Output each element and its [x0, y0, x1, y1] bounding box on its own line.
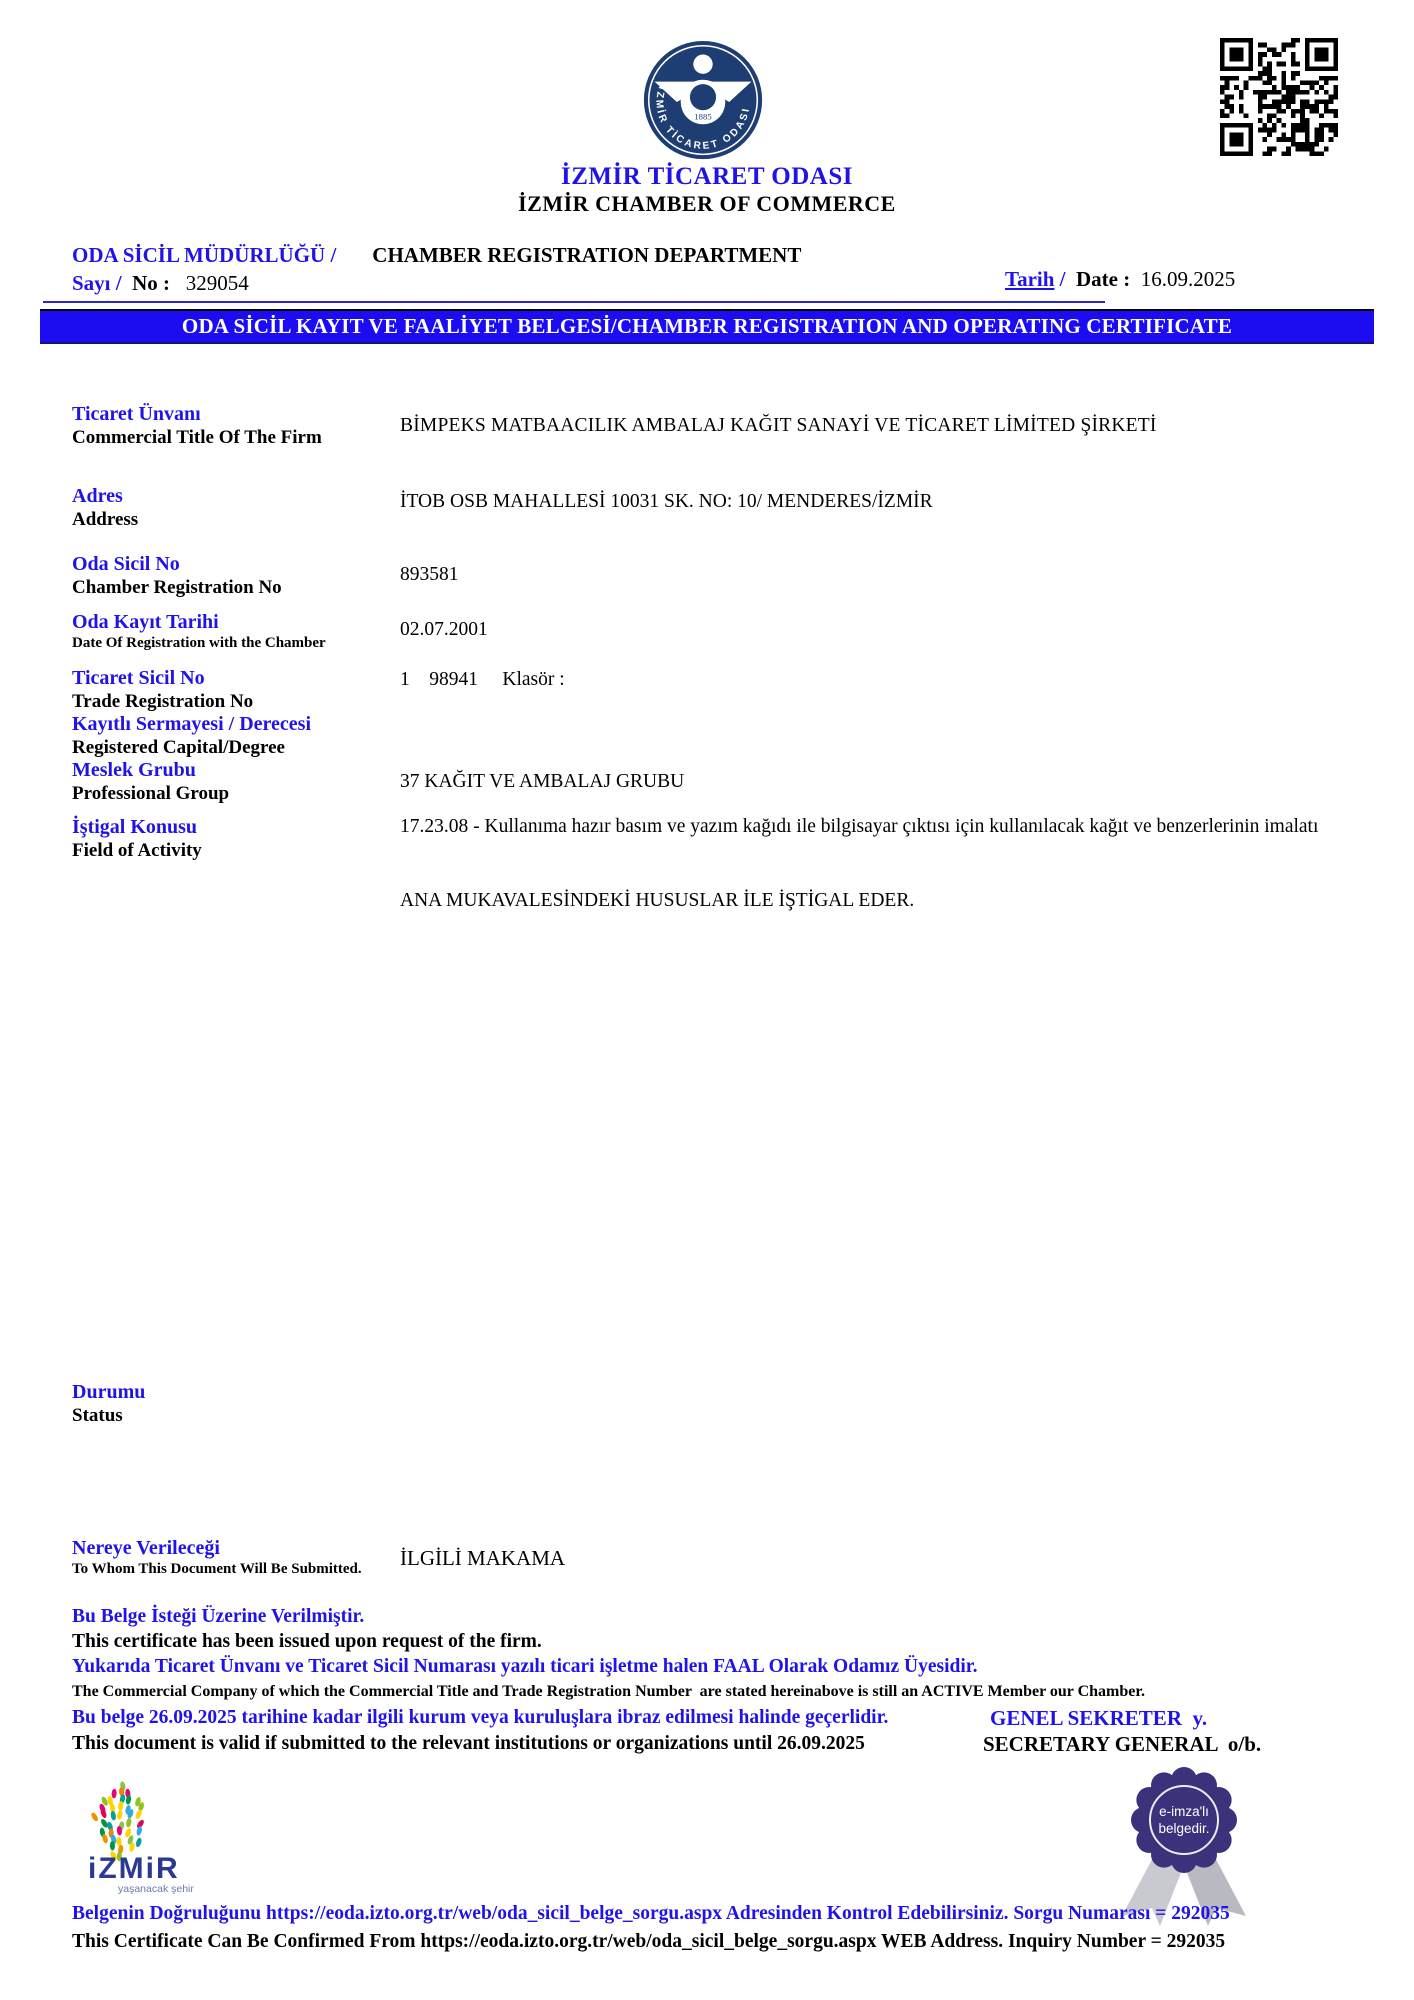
- activity-extra-note: ANA MUKAVALESİNDEKİ HUSUSLAR İLE İŞTİGAL EDER.: [400, 890, 915, 911]
- date-value: 16.09.2025: [1140, 267, 1236, 291]
- header-divider: [43, 301, 1105, 303]
- document-number-line: [72, 271, 249, 296]
- department-label-tr: ODA SİCİL MÜDÜRLÜĞÜ /: [72, 243, 337, 267]
- validity-statement-tr: Bu belge 26.09.2025 tarihine kadar ilgili kurum veya kuruluşlara ibraz edilmesi halinde geçerlidir.: [72, 1707, 889, 1728]
- date-label-en: Date :: [1076, 267, 1131, 291]
- field-label-chamber-reg-no: Oda Sicil No Chamber Registration No: [72, 553, 282, 598]
- org-title-turkish: İZMİR TİCARET ODASI: [561, 163, 853, 190]
- issued-statement-en: This certificate has been issued upon request of the firm.: [72, 1631, 542, 1652]
- field-value-address: İTOB OSB MAHALLESİ 10031 SK. NO: 10/ MENDERES/İZMİR: [400, 491, 933, 512]
- field-value-commercial-title: BİMPEKS MATBAACILIK AMBALAJ KAĞIT SANAYİ VE TİCARET LİMİTED ŞİRKETİ: [400, 415, 1157, 436]
- signer-title-en: SECRETARY GENERAL o/b.: [983, 1732, 1262, 1756]
- qr-code: [1218, 38, 1340, 156]
- field-value-trade-reg-no: 1 98941 Klasör :: [400, 669, 565, 690]
- field-label-status: Durumu Status: [72, 1381, 146, 1426]
- izmir-city-logo-tagline: yaşanacak şehir: [118, 1883, 194, 1895]
- field-label-trade-reg-no: Ticaret Sicil No Trade Registration No: [72, 667, 254, 712]
- field-value-professional-group: 37 KAĞIT VE AMBALAJ GRUBU: [400, 771, 685, 792]
- field-label-registered-capital: Kayıtlı Sermayesi / Derecesi Registered Capital/Degree: [72, 713, 312, 758]
- field-value-chamber-reg-no: 893581: [400, 564, 459, 585]
- logo-ring-text: İZMİR TİCARET ODASI: [653, 85, 753, 153]
- field-value-submitted-to: İLGİLİ MAKAMA: [400, 1546, 566, 1570]
- esign-badge-line2: belgedir.: [1158, 1821, 1210, 1836]
- department-label-en: CHAMBER REGISTRATION DEPARTMENT: [372, 243, 802, 267]
- field-label-field-of-activity: İştigal Konusu Field of Activity: [72, 816, 202, 861]
- confirmation-line-en: This Certificate Can Be Confirmed From https://eoda.izto.org.tr/web/oda_sicil_belge_sorgu.aspx WEB Address. Inquiry Number = 292035: [72, 1931, 1226, 1952]
- validity-statement-en: This document is valid if submitted to the relevant institutions or organizations until 26.09.2025: [72, 1733, 865, 1754]
- field-label-commercial-title: Ticaret Ünvanı Commercial Title Of The Firm: [72, 403, 322, 448]
- field-value-field-of-activity: 17.23.08 - Kullanıma hazır basım ve yazım kağıdı ile bilgisayar çıktısı için kullanılacak kağıt ve benzerlerinin imalatı: [400, 816, 1319, 837]
- department-line: [72, 243, 801, 268]
- doc-no-label-tr: Sayı /: [72, 271, 122, 295]
- logo-year: 1885: [694, 111, 712, 122]
- izmir-city-logo-name: iZMiR: [88, 1852, 180, 1885]
- esign-badge-line1: e-imza'lı: [1159, 1804, 1209, 1819]
- field-label-address: Adres Address: [72, 485, 139, 530]
- date-label-tr: Tarih: [1005, 267, 1055, 291]
- active-member-statement-tr: Yukarıda Ticaret Ünvanı ve Ticaret Sicil Numarası yazılı ticari işletme halen FAAL Olarak Odamız Üyesidir.: [72, 1656, 978, 1677]
- active-member-statement-en: The Commercial Company of which the Commercial Title and Trade Registration Number are stated hereinabove is still an ACTIVE Member our Chamber.: [72, 1683, 1146, 1700]
- izmir-city-logo: [80, 1780, 215, 1908]
- issued-statement-tr: Bu Belge İsteği Üzerine Verilmiştir.: [72, 1606, 365, 1627]
- field-label-professional-group: Meslek Grubu Professional Group: [72, 759, 230, 804]
- izmir-chamber-logo: [640, 38, 766, 166]
- confirmation-line-tr: Belgenin Doğruluğunu https://eoda.izto.org.tr/web/oda_sicil_belge_sorgu.aspx Adresinden Kontrol Edebilirsiniz. Sorgu Numarası = 292035: [72, 1903, 1230, 1924]
- doc-no-value: 329054: [185, 271, 249, 295]
- date-line: Tarih / Date : 16.09.2025: [1005, 267, 1236, 291]
- org-title-english: İZMİR CHAMBER OF COMMERCE: [518, 191, 896, 216]
- certificate-banner: ODA SİCİL KAYIT VE FAALİYET BELGESİ/CHAMBER REGISTRATION AND OPERATING CERTIFICATE: [40, 309, 1374, 344]
- doc-no-label-en: No :: [132, 271, 171, 295]
- field-label-submitted-to: Nereye Verileceği To Whom This Document Will Be Submitted.: [72, 1537, 362, 1577]
- field-label-reg-date: Oda Kayıt Tarihi Date Of Registration with the Chamber: [72, 611, 326, 651]
- field-value-reg-date: 02.07.2001: [400, 619, 488, 640]
- signer-title-tr: GENEL SEKRETER y.: [990, 1706, 1208, 1730]
